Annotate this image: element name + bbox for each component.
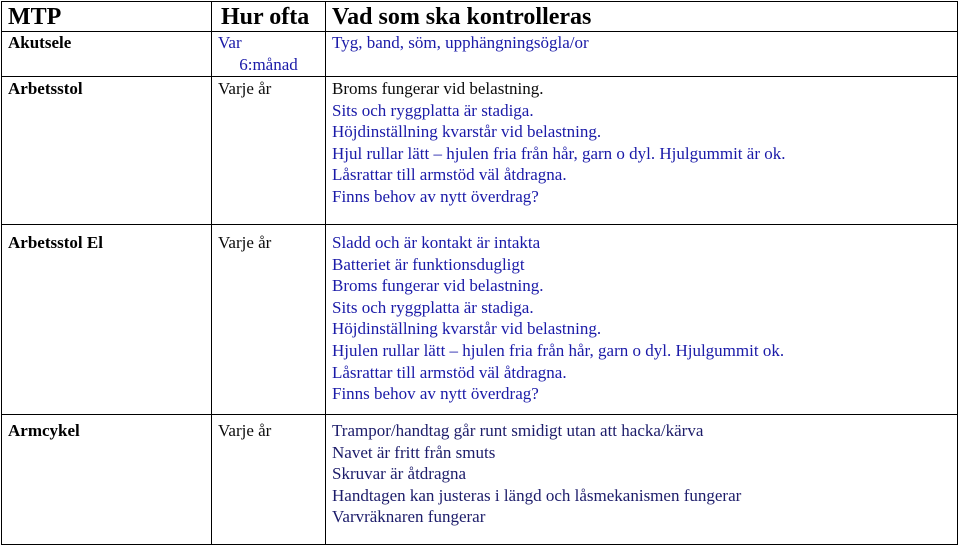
table-row: [2, 415, 958, 545]
check-line: Finns behov av nytt överdrag?: [332, 186, 539, 206]
check-line: Låsrattar till armstöd väl åtdragna.: [332, 165, 567, 185]
maintenance-table: [1, 1, 958, 545]
check-line: Höjdinställning kvarstår vid belastning.: [332, 319, 602, 339]
check-line: Broms fungerar vid belastning.: [332, 276, 544, 296]
item-name: Arbetsstol El: [2, 225, 212, 415]
item-frequency: [212, 32, 326, 77]
frequency-line: 6:månad: [239, 55, 298, 74]
check-line: Trampor/handtag går runt smidigt utan att hacka/kärva: [332, 421, 704, 440]
item-checks: [326, 77, 958, 225]
item-frequency: [212, 225, 326, 415]
frequency-line: Varje år: [218, 233, 272, 252]
check-line: Tyg, band, söm, upphängningsögla/or: [332, 33, 589, 52]
check-line: Broms fungerar vid belastning.: [332, 79, 544, 98]
check-line: Låsrattar till armstöd väl åtdragna.: [332, 362, 567, 382]
item-checks: [326, 415, 958, 545]
frequency-line: Varje år: [218, 421, 272, 440]
check-line: Sits och ryggplatta är stadiga.: [332, 297, 534, 317]
check-line: Höjdinställning kvarstår vid belastning.: [332, 122, 602, 142]
item-name: Arbetsstol: [2, 77, 212, 225]
table-row: [2, 77, 958, 225]
check-line: Varvräknaren fungerar: [332, 507, 486, 527]
table-row: [2, 225, 958, 415]
header-mtp: MTP: [2, 2, 212, 32]
check-line: Finns behov av nytt överdrag?: [332, 384, 539, 404]
check-line: Sladd och är kontakt är intakta: [332, 233, 541, 252]
check-line: Navet är fritt från smuts: [332, 442, 496, 462]
item-checks: [326, 32, 958, 77]
header-checks: Vad som ska kontrolleras: [326, 2, 958, 32]
item-frequency: [212, 77, 326, 225]
header-frequency: Hur ofta: [212, 2, 326, 32]
item-name: Akutsele: [2, 32, 212, 77]
item-checks: [326, 225, 958, 415]
frequency-line: Varje år: [218, 79, 272, 98]
check-line: Sits och ryggplatta är stadiga.: [332, 100, 534, 120]
item-name: Armcykel: [2, 415, 212, 545]
check-line: Batteriet är funktionsdugligt: [332, 254, 525, 274]
item-frequency: [212, 415, 326, 545]
check-line: Skruvar är åtdragna: [332, 464, 467, 484]
check-line: Hjul rullar lätt – hjulen fria från hår, garn o dyl. Hjulgummit är ok.: [332, 143, 786, 163]
check-line: Handtagen kan justeras i längd och låsmekanismen fungerar: [332, 485, 742, 505]
check-line: Hjulen rullar lätt – hjulen fria från hår, garn o dyl. Hjulgummit ok.: [332, 340, 785, 360]
table-row: [2, 32, 958, 77]
frequency-line: Var: [218, 33, 242, 52]
table-header-row: [2, 2, 958, 32]
